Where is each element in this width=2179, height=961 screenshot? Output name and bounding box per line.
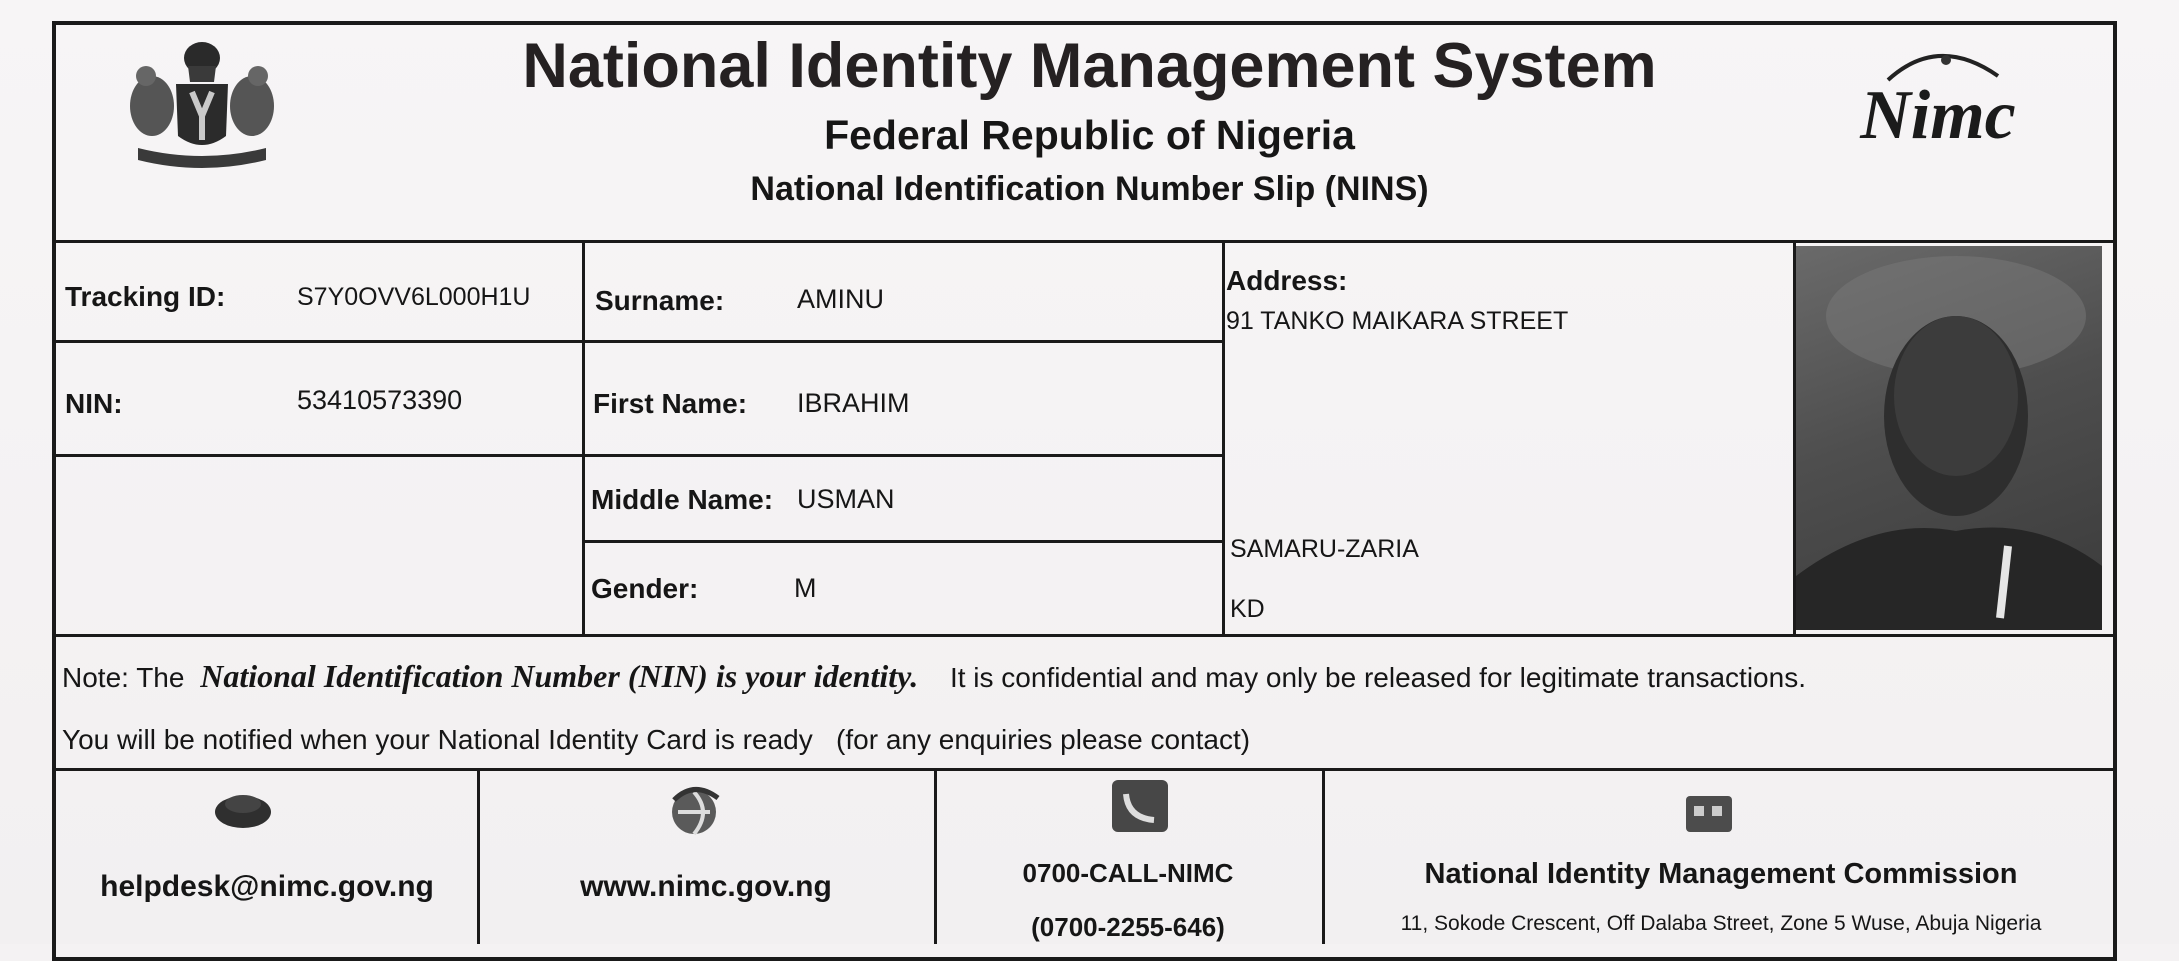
- contact-org-name: National Identity Management Commission: [1424, 858, 2018, 890]
- divider-row3: [584, 540, 1224, 543]
- middle-name-label: Middle Name:: [591, 484, 774, 515]
- contact-phone-number: (0700-2255-646): [1031, 912, 1225, 942]
- divider-contact1: [477, 768, 480, 944]
- first-name-label: First Name:: [593, 388, 748, 419]
- phone-icon: [1110, 778, 1170, 834]
- contact-website: www.nimc.gov.ng: [580, 870, 832, 903]
- note-line1: [62, 658, 1806, 695]
- divider-col1: [582, 240, 585, 636]
- surname-label: Surname:: [595, 285, 725, 316]
- middle-name-value: USMAN: [797, 484, 895, 514]
- divider-row1: [54, 340, 1224, 343]
- divider-col2: [1222, 240, 1225, 636]
- contact-org-address: 11, Sokode Crescent, Off Dalaba Street, Zone 5 Wuse, Abuja Nigeria: [1400, 912, 2042, 935]
- email-icon: [212, 790, 274, 830]
- address-label: Address:: [1226, 265, 1348, 296]
- note-emphasis: National Identification Number (NIN) is your identity.: [200, 658, 919, 694]
- web-icon: [664, 780, 724, 840]
- surname-value: AMINU: [797, 284, 884, 314]
- divider-header: [54, 240, 2115, 243]
- address-line1: 91 TANKO MAIKARA STREET: [1226, 307, 1569, 335]
- contact-phone: 0700-CALL-NIMC: [1022, 858, 1234, 888]
- divider-contact3: [1322, 768, 1325, 944]
- note-suffix: It is confidential and may only be released for legitimate transactions.: [949, 662, 1806, 693]
- nin-value: 53410573390: [297, 385, 463, 415]
- tracking-id-value: S7Y0OVV6L000H1U: [297, 283, 531, 311]
- note-line2: You will be notified when your National Identity Card is ready (for any enquiries please contact): [62, 724, 1251, 755]
- gender-value: M: [794, 573, 817, 603]
- divider-info: [54, 634, 2115, 637]
- gender-label: Gender:: [591, 573, 699, 604]
- address-line2: SAMARU-ZARIA: [1230, 535, 1419, 563]
- country-subtitle: Federal Republic of Nigeria: [824, 112, 1355, 158]
- note-prefix: Note: The: [62, 662, 185, 693]
- address-line3: KD: [1230, 595, 1265, 623]
- first-name-value: IBRAHIM: [797, 388, 910, 418]
- building-icon: [1682, 790, 1736, 834]
- nin-label: NIN:: [65, 388, 123, 419]
- nimc-logo-text: Nimc: [1860, 77, 2016, 154]
- slip-title: National Identification Number Slip (NINS): [750, 170, 1429, 208]
- contact-email: helpdesk@nimc.gov.ng: [100, 870, 434, 903]
- page-title: National Identity Management System: [522, 31, 1657, 101]
- passport-photo: [1796, 246, 2102, 630]
- divider-note: [54, 768, 2115, 771]
- tracking-id-label: Tracking ID:: [65, 281, 226, 312]
- divider-row2: [54, 454, 1224, 457]
